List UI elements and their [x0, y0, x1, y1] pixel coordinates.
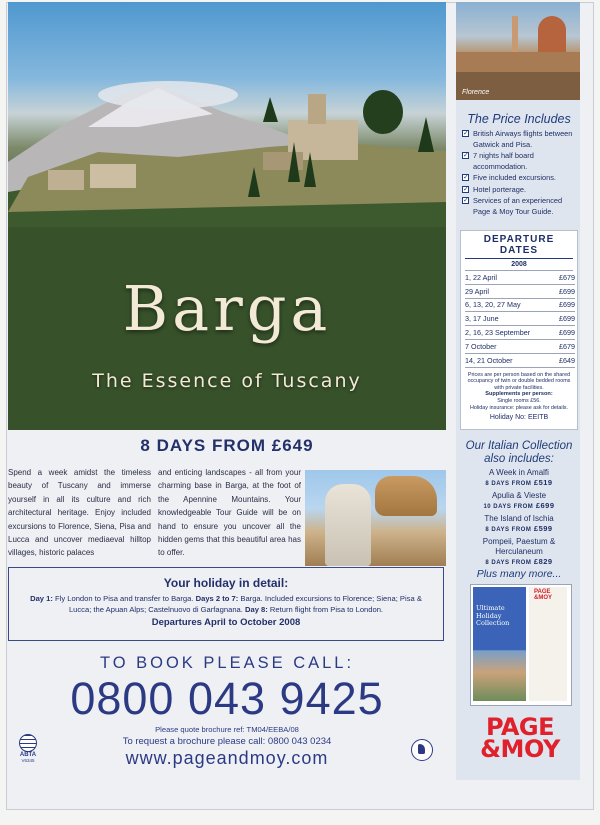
departure-dates-table: [465, 271, 575, 368]
list-item: Pompeii, Paestum & Herculaneum 8 DAYS FROM £829: [482, 537, 556, 566]
booking-label: TO BOOK PLEASE CALL:: [99, 654, 355, 672]
list-item: ✓ Services of an experienced Page & Moy Tour Guide.: [463, 196, 563, 216]
booking-phone: 0800 043 9425: [70, 673, 384, 724]
page-moy-logo: PAGE &MOY: [480, 713, 560, 763]
holiday-detail-box: [8, 567, 444, 641]
checkbox-tick-icon: ✓: [463, 130, 469, 137]
list-item: Apulia & Vieste 10 DAYS FROM £699: [483, 491, 555, 510]
abta-globe-icon: [19, 734, 37, 752]
brochure-ref: Please quote brochure ref: TM04/EEBA/08: [155, 725, 299, 734]
brochure-cover-image: [470, 584, 572, 706]
list-item: ✓ Five included excursions.: [463, 173, 556, 182]
list-item: A Week in Amalfi 8 DAYS FROM £519: [485, 468, 553, 487]
list-item: The Island of Ischia 8 DAYS FROM £599: [484, 514, 554, 533]
price-includes-list: [462, 129, 578, 218]
table-row: 7 October £679: [465, 339, 575, 353]
table-row: 6, 13, 20, 27 May £699: [465, 298, 575, 312]
departure-year: 2008: [465, 259, 573, 271]
price-tagline: 8 DAYS FROM £649: [140, 436, 314, 455]
italian-collection-heading: Our Italian Collection also includes:: [465, 440, 573, 465]
holiday-number: Holiday No: EEITB: [489, 414, 549, 422]
price-notes: Prices are per person based on the shared occupancy of twin or double bedded rooms with private facilities. Supplements per person: Single rooms £56. Holiday insurance: please ask for details.: [467, 371, 571, 411]
departure-dates-box: [460, 230, 578, 430]
list-item: ✓ Hotel porterage.: [463, 184, 526, 194]
list-item: ✓ 7 nights half board accommodation.: [463, 151, 534, 171]
brochure-title: Ultimate Holiday Collection: [476, 604, 510, 627]
checkbox-tick-icon: ✓: [463, 174, 469, 181]
body-column-1: Spend a week amidst the timeless beauty of Tuscany and immerse yourself in all its culture and rich architectural heritage. Enjoy included excursions to Florence, Siena, Pisa and Lucca and uncover mediaeval hilltop villages, historic palaces: [8, 468, 151, 558]
abta-logo: ABTA V6345: [14, 734, 42, 763]
sidebar: [456, 2, 580, 780]
table-row: 14, 21 October £649: [465, 353, 575, 367]
brochure-request: To request a brochure please call: 0800 043 0234: [122, 736, 332, 747]
protection-badge-icon: [411, 739, 433, 761]
detail-itinerary: Day 1: Fly London to Pisa and transfer to Barga. Days 2 to 7: Barga. Included excursions to Florence; Siena; Pisa & Lucca; the Apuan Alps; Castelnuovo di Garfagnana. Day 8: Return flight from Pisa to London.: [30, 594, 422, 614]
checkbox-tick-icon: ✓: [463, 185, 469, 193]
florence-photo: [456, 2, 580, 100]
checkbox-tick-icon: ✓: [463, 197, 469, 204]
departures-range: Departures April to October 2008: [151, 617, 301, 628]
landscape-illustration: [8, 2, 446, 430]
price-includes-heading: The Price Includes: [467, 112, 571, 126]
table-row: 3, 17 June £699: [465, 312, 575, 326]
website-url: www.pageandmoy.com: [125, 748, 329, 768]
hero-photo: [8, 2, 446, 430]
table-row: 1, 22 April £679: [465, 271, 575, 284]
hero-title: Barga: [122, 272, 332, 345]
david-statue-photo: [305, 470, 446, 566]
list-item: ✓ British Airways flights between Gatwick and Pisa.: [463, 129, 573, 149]
table-row: 2, 16, 23 September £699: [465, 326, 575, 340]
table-row: 29 April £699: [465, 284, 575, 298]
plus-many-more: Plus many more...: [476, 568, 562, 580]
hero-subtitle: The Essence of Tuscany: [92, 370, 362, 392]
brochure-logo: PAGE &MOY: [534, 589, 552, 601]
detail-heading: Your holiday in detail:: [163, 576, 289, 590]
florence-caption: Florence: [462, 89, 490, 96]
departure-dates-heading: DEPARTURE DATES: [465, 231, 573, 259]
checkbox-tick-icon: ✓: [463, 152, 469, 159]
italian-collection-list: [460, 468, 578, 570]
body-column-2: and enticing landscapes - all from your charming base in Barga, at the foot of the Apennine Mountains. Your knowledgeable Tour Guide will be on hand to ensure you uncover all the hidden gems that this beautiful area has to offer.: [158, 468, 301, 558]
